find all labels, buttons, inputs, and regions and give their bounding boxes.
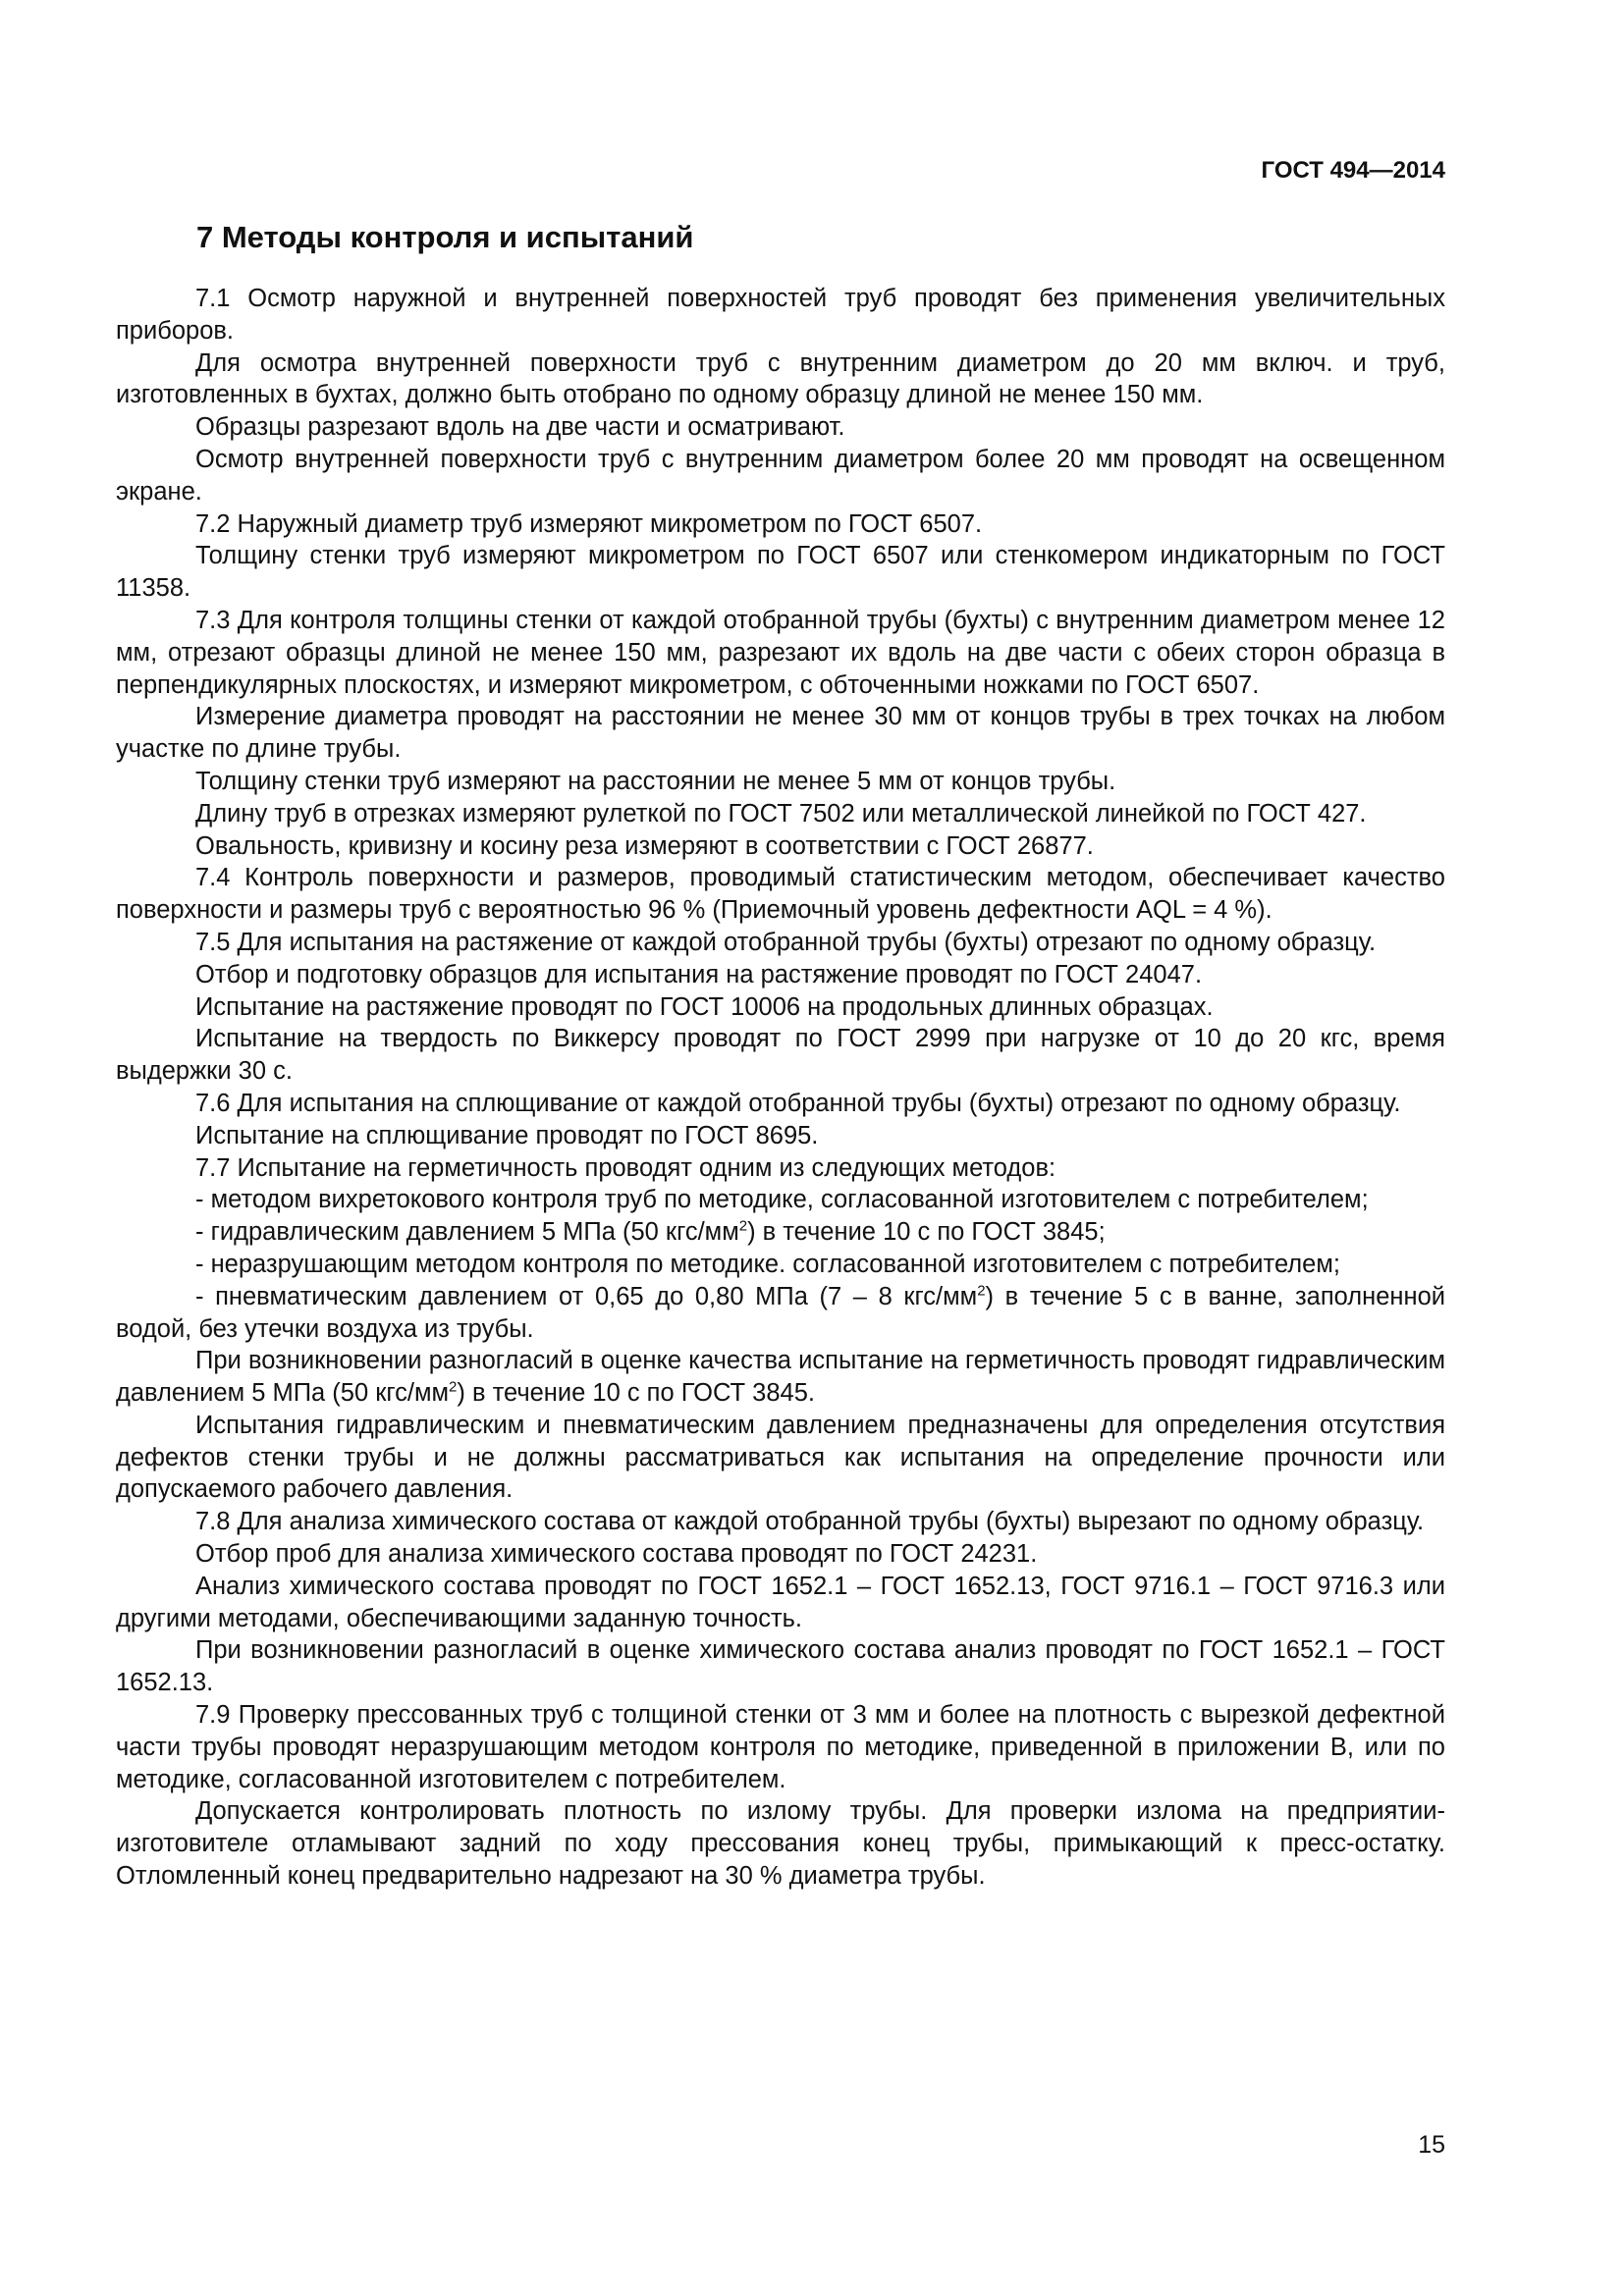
paragraph: Отбор проб для анализа химического состава проводят по ГОСТ 24231.	[195, 1540, 1038, 1569]
paragraph: Анализ химического состава проводят по ГОСТ 1652.1 – ГОСТ 1652.13, ГОСТ 9716.1 – ГОСТ 9716.3 или другими методами, обеспечивающими заданную точность.	[116, 1572, 1445, 1632]
page-number: 15	[1418, 2131, 1445, 2159]
paragraph: Толщину стенки труб измеряют микрометром по ГОСТ 6507 или стенкомером индикаторным по ГОСТ 11358.	[116, 542, 1445, 603]
paragraph: Испытание на сплющивание проводят по ГОСТ 8695.	[195, 1121, 819, 1149]
paragraph: Испытания гидравлическим и пневматическим давлением предназначены для определения отсутствия дефектов стенки трубы и не должны рассматриваться как испытания на определение прочности или допускаемого рабочего давления.	[116, 1411, 1445, 1504]
paragraph: 7.8 Для анализа химического состава от каждой отобранной трубы (бухты) вырезают по одному образцу.	[195, 1508, 1425, 1536]
paragraph: 7.7 Испытание на герметичность проводят одним из следующих методов:	[195, 1153, 1056, 1182]
paragraph: При возникновении разногласий в оценке качества испытание на герметичность проводят гидравлическим давлением 5 МПа (50 кгс/$мм^2$) в течение 10 с по ГОСТ 3845.	[116, 1347, 1445, 1408]
paragraph: Для осмотра внутренней поверхности труб с внутренним диаметром до 20 мм включ. и труб, изготовленных в бухтах, должно быть отобрано по одному образцу длиной не менее 150 мм.	[116, 348, 1445, 409]
document-code: ГОСТ 494—2014	[1261, 157, 1445, 184]
paragraph: 7.4 Контроль поверхности и размеров, проводимый статистическим методом, обеспечивает качество поверхности и размеры труб с вероятностью 96 % (Приемочный уровень дефектности AQL = 4 %).	[116, 864, 1445, 925]
paragraph: Измерение диаметра проводят на расстоянии не менее 30 мм от концов трубы в трех точках на любом участке по длине трубы.	[116, 703, 1445, 764]
paragraph: - методом вихретокового контроля труб по методике, согласованной изготовителем с потребителем;	[195, 1186, 1369, 1214]
paragraph: 7.3 Для контроля толщины стенки от каждой отобранной трубы (бухты) с внутренним диаметром менее 12 мм, отрезают образцы длиной не менее 150 мм, разрезают их вдоль на две части с обеих сторон образца в перпендикулярных плоскостях, и измеряют микрометром, с обточенными ножками по ГОСТ 6507.	[116, 606, 1445, 699]
paragraph: Длину труб в отрезках измеряют рулеткой по ГОСТ 7502 или металлической линейкой по ГОСТ 427.	[195, 799, 1367, 828]
paragraph: Толщину стенки труб измеряют на расстоянии не менее 5 мм от концов трубы.	[195, 767, 1116, 795]
paragraph: Испытание на твердость по Виккерсу проводят по ГОСТ 2999 при нагрузке от 10 до 20 кгс, время выдержки 30 с.	[116, 1025, 1445, 1086]
paragraph: Образцы разрезают вдоль на две части и осматривают.	[195, 413, 845, 442]
section-body	[116, 283, 1445, 1893]
paragraph: - гидравлическим давлением 5 МПа (50 кгс/$мм^2$) в течение 10 с по ГОСТ 3845;	[195, 1217, 1106, 1247]
paragraph: - неразрушающим методом контроля по методике. согласованной изготовителем с потребителем;	[195, 1250, 1340, 1278]
paragraph: 7.1 Осмотр наружной и внутренней поверхностей труб проводят без применения увеличительных приборов.	[116, 285, 1445, 345]
paragraph: 7.6 Для испытания на сплющивание от каждой отобранной трубы (бухты) отрезают по одному образцу.	[195, 1089, 1401, 1117]
paragraph: Осмотр внутренней поверхности труб с внутренним диаметром более 20 мм проводят на освещенном экране.	[116, 445, 1445, 506]
paragraph: - пневматическим давлением от 0,65 до 0,80 МПа (7 – 8 кгс/$мм^2$) в течение 5 с в ванне, заполненной водой, без утечки воздуха из трубы.	[116, 1282, 1445, 1343]
paragraph: Испытание на растяжение проводят по ГОСТ 10006 на продольных длинных образцах.	[195, 992, 1214, 1021]
paragraph: Овальность, кривизну и косину реза измеряют в соответствии с ГОСТ 26877.	[195, 831, 1094, 860]
paragraph: При возникновении разногласий в оценке химического состава анализ проводят по ГОСТ 1652.1 – ГОСТ 1652.13.	[116, 1636, 1445, 1697]
paragraph: 7.9 Проверку прессованных труб с толщиной стенки от 3 мм и более на плотность с вырезкой дефектной части трубы проводят неразрушающим методом контроля по методике, приведенной в приложении В, или по методике, согласованной изготовителем с потребителем.	[116, 1701, 1445, 1793]
paragraph: Допускается контролировать плотность по излому трубы. Для проверки излома на предприятии-изготовителе отламывают задний по ходу прессования конец трубы, примыкающий к пресс-остатку. Отломленный конец предварительно надрезают на 30 % диаметра трубы.	[116, 1797, 1445, 1891]
section-heading: 7 Методы контроля и испытаний	[196, 220, 694, 254]
paragraph: Отбор и подготовку образцов для испытания на растяжение проводят по ГОСТ 24047.	[195, 960, 1203, 988]
paragraph: 7.5 Для испытания на растяжение от каждой отобранной трубы (бухты) отрезают по одному образцу.	[195, 928, 1377, 956]
paragraph: 7.2 Наружный диаметр труб измеряют микрометром по ГОСТ 6507.	[195, 509, 983, 538]
